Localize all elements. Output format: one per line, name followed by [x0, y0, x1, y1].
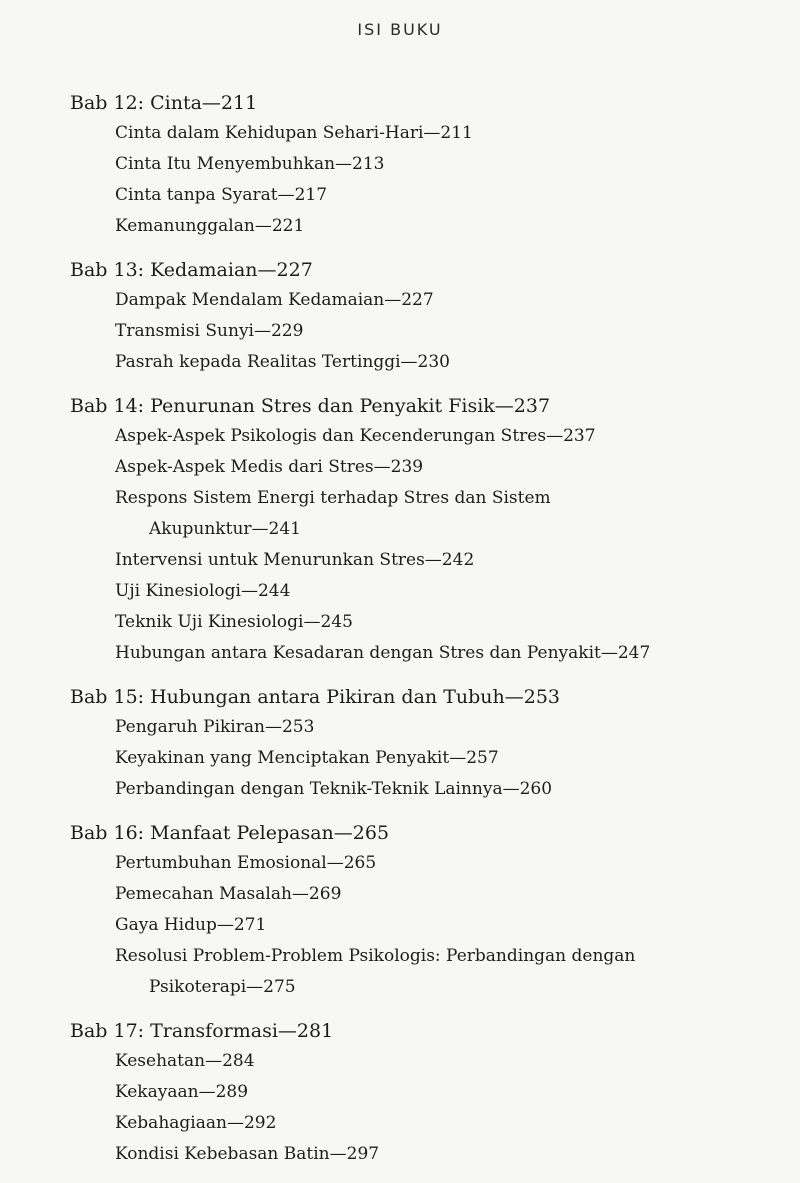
toc-entry [70, 1077, 770, 1108]
toc-entry-text: Pasrah kepada Realitas Tertinggi—230 [115, 352, 450, 372]
chapter-title: Bab 17: Transformasi—281 [70, 1020, 334, 1042]
toc-entry [70, 1108, 770, 1139]
toc-entry-text: Kondisi Kebebasan Batin—297 [115, 1144, 380, 1164]
toc-entry [70, 347, 770, 378]
toc-entry-text: Kesehatan—284 [115, 1051, 255, 1071]
page-header: ISI BUKU [357, 20, 443, 39]
toc-entry-text: Pengaruh Pikiran—253 [115, 717, 315, 737]
toc-entry-text: Hubungan antara Kesadaran dengan Stres dan Penyakit—247 [115, 643, 651, 663]
table-of-contents [70, 88, 770, 1183]
toc-chapter [70, 391, 770, 669]
toc-entry [70, 774, 770, 805]
toc-entry [70, 879, 770, 910]
toc-entry-continuation: Psikoterapi—275 [149, 977, 296, 997]
toc-entry-text: Keyakinan yang Menciptakan Penyakit—257 [115, 748, 499, 768]
toc-entry [70, 576, 770, 607]
toc-entry [70, 712, 770, 743]
toc-entry-text: Pemecahan Masalah—269 [115, 884, 342, 904]
chapter-title: Bab 15: Hubungan antara Pikiran dan Tubuh—253 [70, 686, 561, 708]
toc-entry [70, 941, 770, 1003]
toc-chapter [70, 255, 770, 378]
toc-entry-text: Kebahagiaan—292 [115, 1113, 277, 1133]
toc-entry-text: Cinta dalam Kehidupan Sehari-Hari—211 [115, 123, 473, 143]
toc-entry [70, 452, 770, 483]
toc-entry-text: Aspek-Aspek Medis dari Stres—239 [115, 457, 424, 477]
toc-entry-text: Kekayaan—289 [115, 1082, 249, 1102]
toc-entry [70, 1139, 770, 1170]
toc-entry-text: Respons Sistem Energi terhadap Stres dan Sistem [115, 488, 551, 508]
toc-entry [70, 149, 770, 180]
toc-entry-text: Teknik Uji Kinesiologi—245 [115, 612, 353, 632]
chapter-title: Bab 14: Penurunan Stres dan Penyakit Fisik—237 [70, 395, 551, 417]
toc-entry [70, 211, 770, 242]
chapter-title: Bab 16: Manfaat Pelepasan—265 [70, 822, 390, 844]
toc-entry-text: Uji Kinesiologi—244 [115, 581, 291, 601]
toc-entry [70, 743, 770, 774]
toc-entry [70, 180, 770, 211]
toc-entry-text: Cinta Itu Menyembuhkan—213 [115, 154, 385, 174]
toc-entry-text: Kemanunggalan—221 [115, 216, 305, 236]
toc-entry-text: Gaya Hidup—271 [115, 915, 267, 935]
chapter-title: Bab 13: Kedamaian—227 [70, 259, 313, 281]
toc-entry-text: Perbandingan dengan Teknik-Teknik Lainnya—260 [115, 779, 553, 799]
toc-entry [70, 316, 770, 347]
toc-chapter [70, 818, 770, 1003]
toc-entry [70, 910, 770, 941]
toc-entry-text: Pertumbuhan Emosional—265 [115, 853, 377, 873]
toc-entry-text: Intervensi untuk Menurunkan Stres—242 [115, 550, 475, 570]
toc-entry [70, 545, 770, 576]
chapter-title: Bab 12: Cinta—211 [70, 92, 258, 114]
toc-entry [70, 483, 770, 545]
toc-entry [70, 1046, 770, 1077]
toc-entry [70, 285, 770, 316]
toc-chapter [70, 1016, 770, 1170]
toc-entry [70, 638, 770, 669]
toc-entry-text: Transmisi Sunyi—229 [115, 321, 304, 341]
toc-entry-text: Resolusi Problem-Problem Psikologis: Perbandingan dengan [115, 946, 636, 966]
toc-entry [70, 421, 770, 452]
toc-chapter [70, 682, 770, 805]
toc-entry-text: Aspek-Aspek Psikologis dan Kecenderungan Stres—237 [115, 426, 596, 446]
toc-entry-text: Dampak Mendalam Kedamaian—227 [115, 290, 434, 310]
toc-entry [70, 848, 770, 879]
toc-entry-text: Cinta tanpa Syarat—217 [115, 185, 328, 205]
toc-entry-continuation: Akupunktur—241 [149, 519, 301, 539]
toc-entry [70, 118, 770, 149]
toc-chapter [70, 88, 770, 242]
toc-entry [70, 607, 770, 638]
